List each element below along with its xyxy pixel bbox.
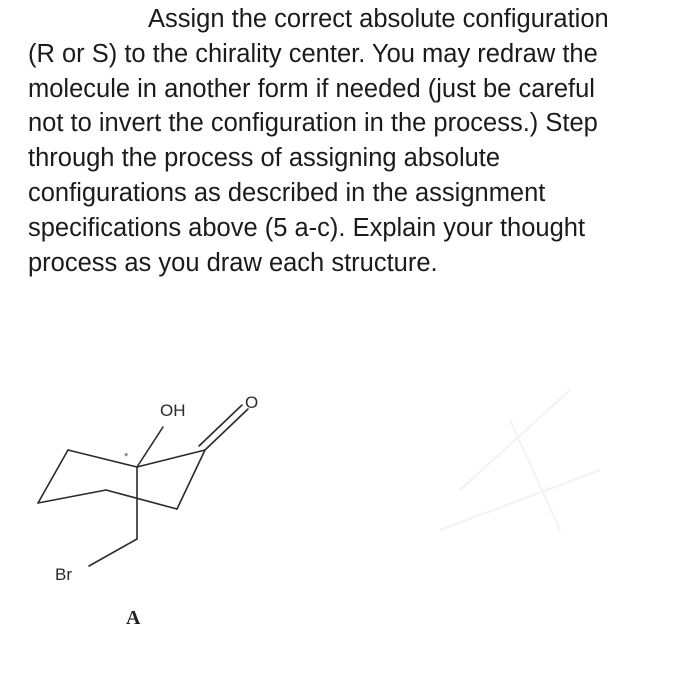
carbonyl-oxygen-label: O bbox=[245, 393, 259, 412]
molecule-structure bbox=[0, 370, 320, 640]
question-line: through the process of assigning absolute bbox=[28, 144, 501, 173]
question-line: molecule in another form if needed (just be careful bbox=[28, 74, 595, 103]
question-text bbox=[28, 2, 688, 280]
question-line: (R or S) to the chirality center. You may redraw the bbox=[28, 39, 598, 68]
bromomethyl-bond bbox=[89, 539, 137, 566]
cyclohexane-ring bbox=[38, 450, 205, 509]
question-line: not to invert the configuration in the process.) Step bbox=[28, 109, 598, 138]
question-line: configurations as described in the assignment bbox=[28, 178, 546, 207]
faint-background-drawing bbox=[400, 380, 630, 560]
question-line: process as you draw each structure. bbox=[28, 248, 438, 277]
stereocenter-marker: * bbox=[124, 451, 129, 463]
hydroxyl-label: OH bbox=[160, 401, 186, 420]
compound-label: A bbox=[126, 607, 141, 629]
bromo-label: Br bbox=[55, 565, 72, 584]
question-line: Assign the correct absolute configuration bbox=[148, 5, 609, 33]
carbonyl-double-bond bbox=[199, 405, 248, 450]
question-line: specifications above (5 a-c). Explain your thought bbox=[28, 213, 586, 242]
